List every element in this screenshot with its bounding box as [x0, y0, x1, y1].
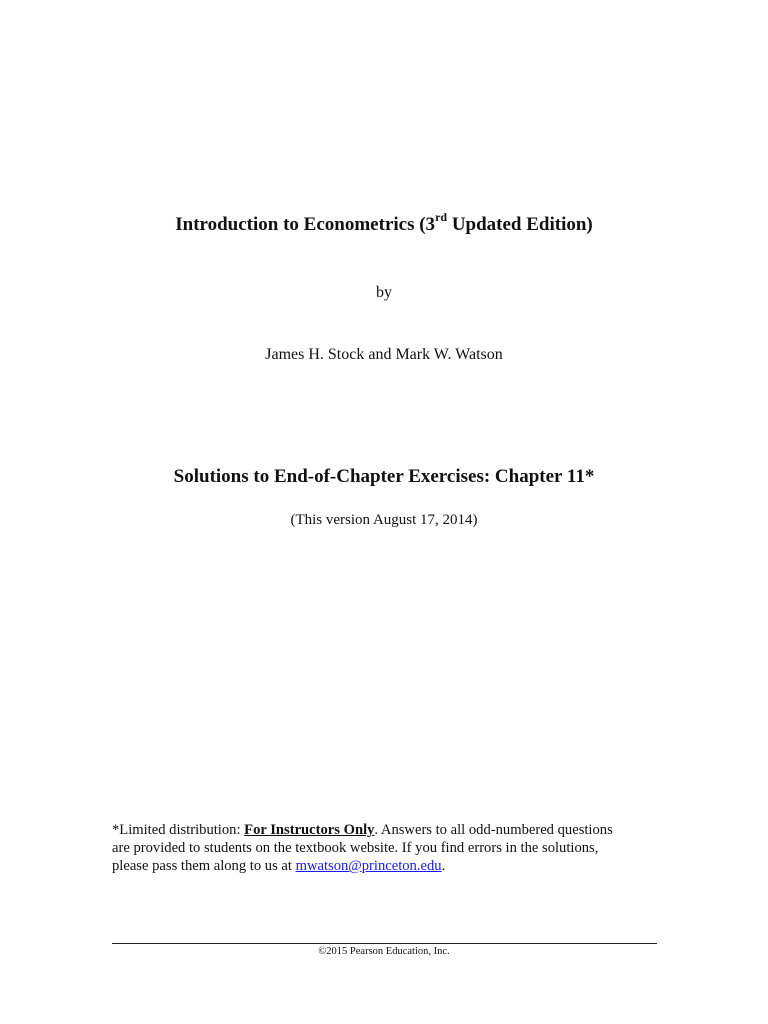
copyright-notice: ©2015 Pearson Education, Inc.	[318, 946, 450, 957]
footnote-line-1-rest: . Answers to all odd-numbered questions	[374, 822, 613, 838]
document-subtitle: Solutions to End-of-Chapter Exercises: Chapter 11*	[173, 466, 595, 487]
by-line: by	[376, 284, 392, 301]
footnote-prefix: *Limited distribution:	[112, 822, 245, 838]
distribution-footnote	[112, 821, 672, 875]
version-note: (This version August 17, 2014)	[290, 512, 478, 528]
footer-divider	[112, 943, 657, 944]
authors: James H. Stock and Mark W. Watson	[265, 346, 503, 363]
footnote-line-2: are provided to students on the textbook website. If you find errors in the solutions,	[112, 840, 599, 856]
title-text-edition: Updated Edition)	[447, 214, 593, 235]
document-title	[0, 210, 768, 236]
title-text-main: Introduction to Econometrics (3	[175, 214, 436, 235]
email-link[interactable]: mwatson@princeton.edu	[295, 858, 442, 874]
instructors-only-emphasis: For Instructors Only	[244, 822, 375, 838]
footnote-line-3	[112, 857, 672, 875]
footnote-line-1	[112, 821, 672, 839]
footnote-line-3-prefix: please pass them along to us at	[112, 858, 296, 874]
title-superscript: rd	[435, 210, 448, 224]
footnote-line-3-suffix: .	[441, 858, 446, 874]
